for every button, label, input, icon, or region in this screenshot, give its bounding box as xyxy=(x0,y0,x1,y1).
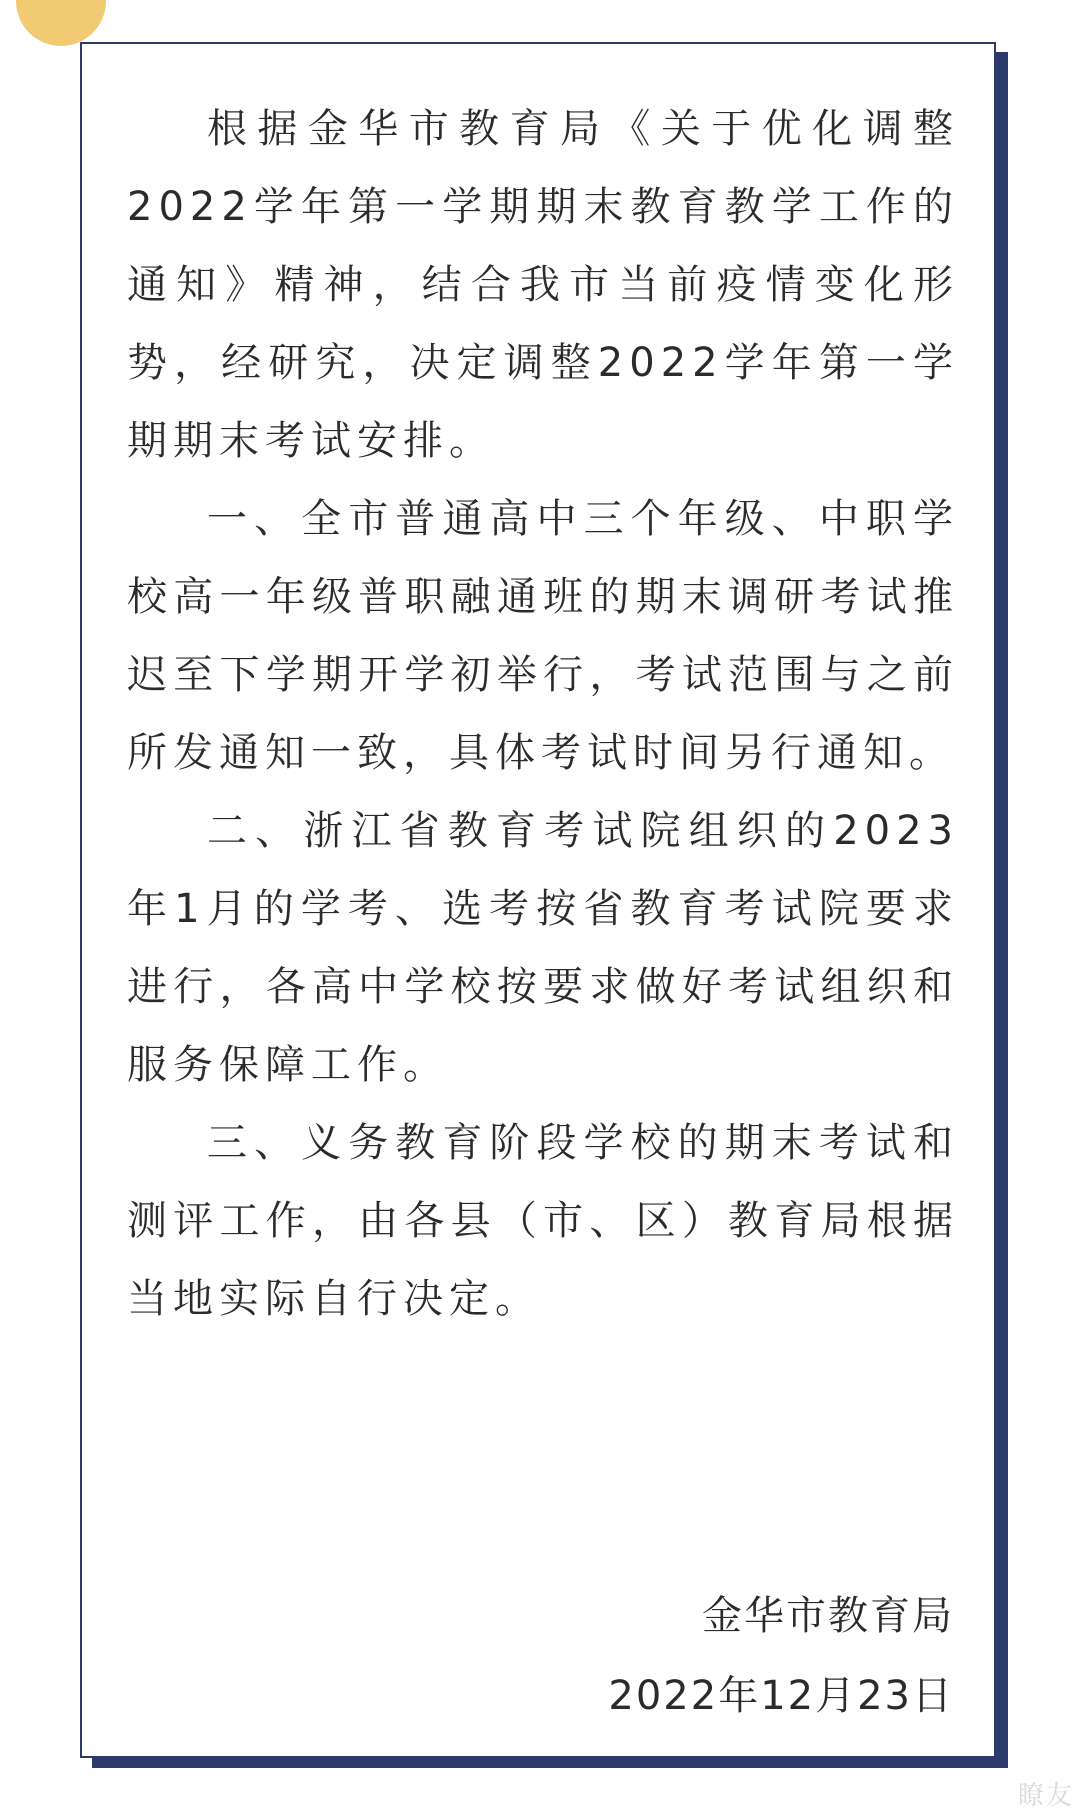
paragraph-item-3: 三、义务教育阶段学校的期末考试和测评工作，由各县（市、区）教育局根据当地实际自行决定。 xyxy=(127,1120,959,1322)
signature-organization: 金华市教育局 xyxy=(702,1593,954,1639)
signature-date: 2022年12月23日 xyxy=(608,1673,954,1719)
paragraph-intro: 根据金华市教育局《关于优化调整2022学年第一学期期末教育教学工作的通知》精神，结合我市当前疫情变化形势，经研究，决定调整2022学年第一学期期末考试安排。 xyxy=(127,106,959,464)
watermark: 瞭友 xyxy=(1017,1781,1074,1811)
decorative-dot xyxy=(16,0,106,46)
notice-body xyxy=(127,90,959,1338)
notice-card xyxy=(80,42,996,1758)
paragraph-item-2: 二、浙江省教育考试院组织的2023年1月的学考、选考按省教育考试院要求进行，各高中学校按要求做好考试组织和服务保障工作。 xyxy=(127,808,959,1088)
paragraph-item-1: 一、全市普通高中三个年级、中职学校高一年级普职融通班的期末调研考试推迟至下学期开学初举行，考试范围与之前所发通知一致，具体考试时间另行通知。 xyxy=(127,496,959,776)
